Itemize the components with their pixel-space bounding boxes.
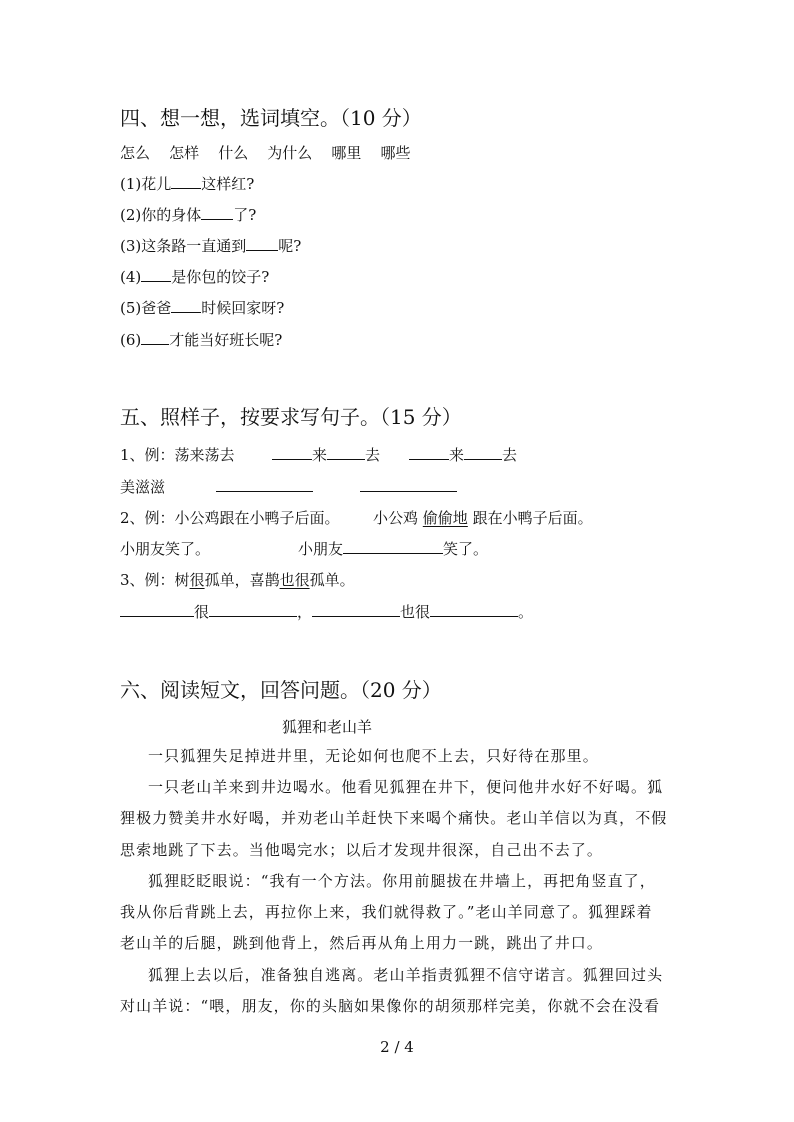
answer-blank[interactable] — [201, 205, 233, 220]
answer-blank[interactable] — [430, 602, 518, 617]
fill-item-2 — [120, 205, 256, 225]
item-text: 呢? — [278, 237, 302, 255]
story-line: 我从你后背跳上去，再拉你上来，我们就得救了。”老山羊同意了。狐狸踩着 — [120, 903, 653, 921]
story-line: 思索地跳了下去。当他喝完水；以后才发现井很深，自己出不去了。 — [120, 841, 604, 859]
item-text: 爸爸 — [141, 299, 172, 317]
item-text: 花儿 — [141, 175, 172, 193]
item-text: 才能当好班长呢? — [169, 331, 283, 349]
fill-item-6 — [120, 330, 282, 350]
answer-blank[interactable] — [343, 539, 443, 554]
q2-practice-left: 小朋友笑了。 — [120, 540, 211, 558]
q1-answer-b — [409, 445, 517, 465]
answer-blank[interactable] — [171, 174, 201, 189]
item-number: (2) — [120, 206, 142, 224]
sentence-text: 笑了。 — [443, 540, 489, 558]
underlined-word: 也很 — [279, 571, 310, 589]
section6-heading: 六、阅读短文，回答问题。（20 分） — [120, 678, 442, 702]
word-bank-item: 哪里 — [331, 144, 362, 162]
story-line: 一只老山羊来到井边喝水。他看见狐狸在井下，便问他井水好不好喝。狐 — [148, 778, 664, 796]
answer-blank[interactable] — [141, 267, 171, 282]
q2-practice-right — [298, 539, 488, 559]
answer-blank[interactable] — [312, 602, 400, 617]
sentence-text: 3、例：树 — [120, 571, 190, 589]
sentence-text: 跟在小鸭子后面。 — [472, 509, 593, 527]
answer-blank[interactable] — [409, 445, 449, 460]
word-bank-item: 哪些 — [380, 144, 411, 162]
sentence-text: 。 — [518, 603, 534, 621]
q1-word2: 美滋滋 — [120, 478, 166, 496]
answer-blank[interactable] — [141, 330, 169, 345]
word-bank-item: 怎么 — [120, 144, 151, 162]
item-text: 这样红? — [201, 175, 255, 193]
sentence-text: ， — [297, 603, 313, 621]
q3-example — [120, 570, 355, 590]
answer-blank[interactable] — [327, 445, 365, 460]
q2-example: 2、例：小公鸡跟在小鸭子后面。 — [120, 509, 340, 527]
fill-item-3 — [120, 236, 301, 256]
answer-blank[interactable] — [272, 445, 312, 460]
answer-blank[interactable] — [216, 477, 313, 492]
item-text: 了? — [233, 206, 257, 224]
story-line: 狸极力赞美井水好喝，并劝老山羊赶快下来喝个痛快。老山羊信以为真，不假 — [120, 809, 668, 827]
word-bank-item: 为什么 — [267, 144, 313, 162]
sentence-text: 小公鸡 — [373, 509, 419, 527]
item-number: (5) — [120, 299, 142, 317]
q1-word2-blanks — [216, 477, 313, 497]
pattern-char: 来 — [449, 446, 465, 464]
sentence-text: 很 — [194, 603, 210, 621]
word-bank-item: 什么 — [218, 144, 249, 162]
item-text: 你的身体 — [141, 206, 202, 224]
q3-fill — [120, 602, 533, 622]
underlined-word: 偷偷地 — [422, 509, 468, 527]
item-text: 时候回家呀? — [201, 299, 285, 317]
fill-item-5 — [120, 298, 284, 318]
answer-blank[interactable] — [171, 298, 201, 313]
item-number: (6) — [120, 331, 142, 349]
pattern-char: 来 — [312, 446, 328, 464]
story-line: 对山羊说：“喂，朋友，你的头脑如果像你的胡须那样完美，你就不会在没看 — [120, 997, 661, 1015]
story-line: 狐狸眨眨眼说：“我有一个方法。你用前腿拔在井墙上，再把角竖直了， — [148, 872, 656, 890]
pattern-char: 去 — [502, 446, 518, 464]
answer-blank[interactable] — [120, 602, 194, 617]
fill-item-1 — [120, 174, 254, 194]
q2-sample-sentence — [373, 508, 593, 528]
q1-word2-blanks-2 — [360, 477, 457, 497]
sentence-text: 也很 — [400, 603, 431, 621]
sentence-text: 孤单，喜鹊 — [204, 571, 280, 589]
item-number: (3) — [120, 237, 142, 255]
item-text: 是你包的饺子? — [171, 268, 270, 286]
pattern-char: 去 — [365, 446, 381, 464]
section5-heading: 五、照样子，按要求写句子。（15 分） — [120, 405, 462, 429]
item-number: (1) — [120, 175, 142, 193]
sentence-text: 孤单。 — [309, 571, 355, 589]
q1-label: 1、例：荡来荡去 — [120, 446, 235, 464]
story-title: 狐狸和老山羊 — [282, 718, 373, 736]
q1-answer-a — [272, 445, 380, 465]
page-number: 2 / 4 — [380, 1038, 414, 1056]
fill-item-4 — [120, 267, 269, 287]
story-line: 狐狸上去以后，准备独自逃离。老山羊指责狐狸不信守诺言。狐狸回过头 — [148, 966, 664, 984]
item-number: (4) — [120, 268, 142, 286]
underlined-word: 很 — [189, 571, 205, 589]
section4-heading: 四、想一想，选词填空。（10 分） — [120, 106, 422, 130]
answer-blank[interactable] — [209, 602, 297, 617]
story-line: 老山羊的后腿，跳到他背上，然后再从角上用力一跳，跳出了井口。 — [120, 934, 604, 952]
word-bank-item: 怎样 — [169, 144, 200, 162]
word-bank — [120, 143, 410, 163]
answer-blank[interactable] — [464, 445, 502, 460]
item-text: 这条路一直通到 — [141, 237, 247, 255]
story-line: 一只狐狸失足掉进井里，无论如何也爬不上去，只好待在那里。 — [148, 747, 599, 765]
sentence-text: 小朋友 — [298, 540, 344, 558]
answer-blank[interactable] — [246, 236, 278, 251]
answer-blank[interactable] — [360, 477, 457, 492]
